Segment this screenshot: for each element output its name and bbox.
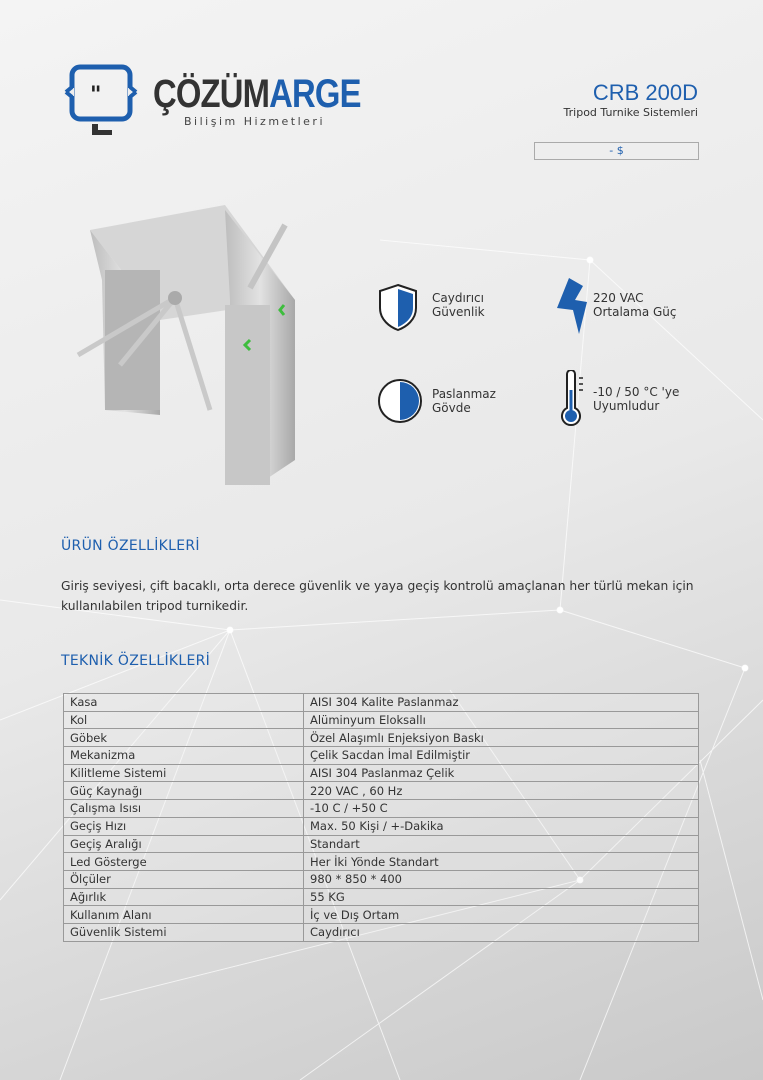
spec-value: Max. 50 Kişi / +-Dakika [304,817,699,835]
table-row [64,923,699,941]
table-row [64,747,699,765]
spec-label: Göbek [64,729,304,747]
lightning-icon [555,278,589,336]
tech-specs-heading: TEKNİK ÖZELLİKLERİ [61,653,211,669]
brand-tagline: Bilişim Hizmetleri [184,115,326,128]
feature-stainless: Paslanmaz Gövde [432,387,496,415]
spec-value: Caydırıcı [304,923,699,941]
feature-security: Caydırıcı Güvenlik [432,291,485,319]
spec-value: İç ve Dış Ortam [304,906,699,924]
table-row [64,906,699,924]
table-row [64,888,699,906]
spec-label: Çalışma Isısı [64,800,304,818]
shield-icon [376,282,420,332]
spec-label: Kullanım Alanı [64,906,304,924]
spec-label: Ağırlık [64,888,304,906]
table-row [64,782,699,800]
brand-logo-icon [62,64,140,142]
brand-name: ÇÖZÜMARGE [153,72,361,116]
svg-text:": " [90,83,102,108]
spec-label: Geçiş Hızı [64,817,304,835]
table-row [64,817,699,835]
feature-power: 220 VAC Ortalama Güç [593,291,677,319]
spec-label: Led Gösterge [64,853,304,871]
half-circle-icon [376,377,424,425]
product-description: Giriş seviyesi, çift bacaklı, orta derece güvenlik ve yaya geçiş kontrolü amaçlanan her türlü mekan için kullanılabilen tripod turnikedir. [61,579,694,613]
product-category: Tripod Turnike Sistemleri [563,106,698,119]
spec-value: Her İki Yönde Standart [304,853,699,871]
table-row [64,694,699,712]
spec-label: Güç Kaynağı [64,782,304,800]
spec-value: AISI 304 Paslanmaz Çelik [304,764,699,782]
spec-value: 55 KG [304,888,699,906]
spec-value: -10 C / +50 C [304,800,699,818]
spec-value: Standart [304,835,699,853]
table-row [64,800,699,818]
table-row [64,835,699,853]
turnstile-image [70,200,310,490]
table-row [64,764,699,782]
spec-value: Özel Alaşımlı Enjeksiyon Baskı [304,729,699,747]
spec-label: Kol [64,711,304,729]
table-row [64,853,699,871]
price-box: - $ [534,142,699,160]
spec-label: Kasa [64,694,304,712]
product-model: CRB 200D [592,80,698,105]
spec-value: AISI 304 Kalite Paslanmaz [304,694,699,712]
spec-label: Geçiş Aralığı [64,835,304,853]
spec-value: Alüminyum Eloksallı [304,711,699,729]
thermometer-icon [558,370,588,428]
table-row [64,870,699,888]
spec-label: Mekanizma [64,747,304,765]
feature-temperature: -10 / 50 °C 'ye Uyumludur [593,385,680,413]
table-row [64,711,699,729]
spec-value: 220 VAC , 60 Hz [304,782,699,800]
spec-value: 980 * 850 * 400 [304,870,699,888]
product-features-heading: ÜRÜN ÖZELLİKLERİ [61,538,200,554]
spec-value: Çelik Sacdan İmal Edilmiştir [304,747,699,765]
tech-specs-table [63,693,699,942]
table-row [64,729,699,747]
spec-label: Kilitleme Sistemi [64,764,304,782]
spec-label: Güvenlik Sistemi [64,923,304,941]
spec-label: Ölçüler [64,870,304,888]
